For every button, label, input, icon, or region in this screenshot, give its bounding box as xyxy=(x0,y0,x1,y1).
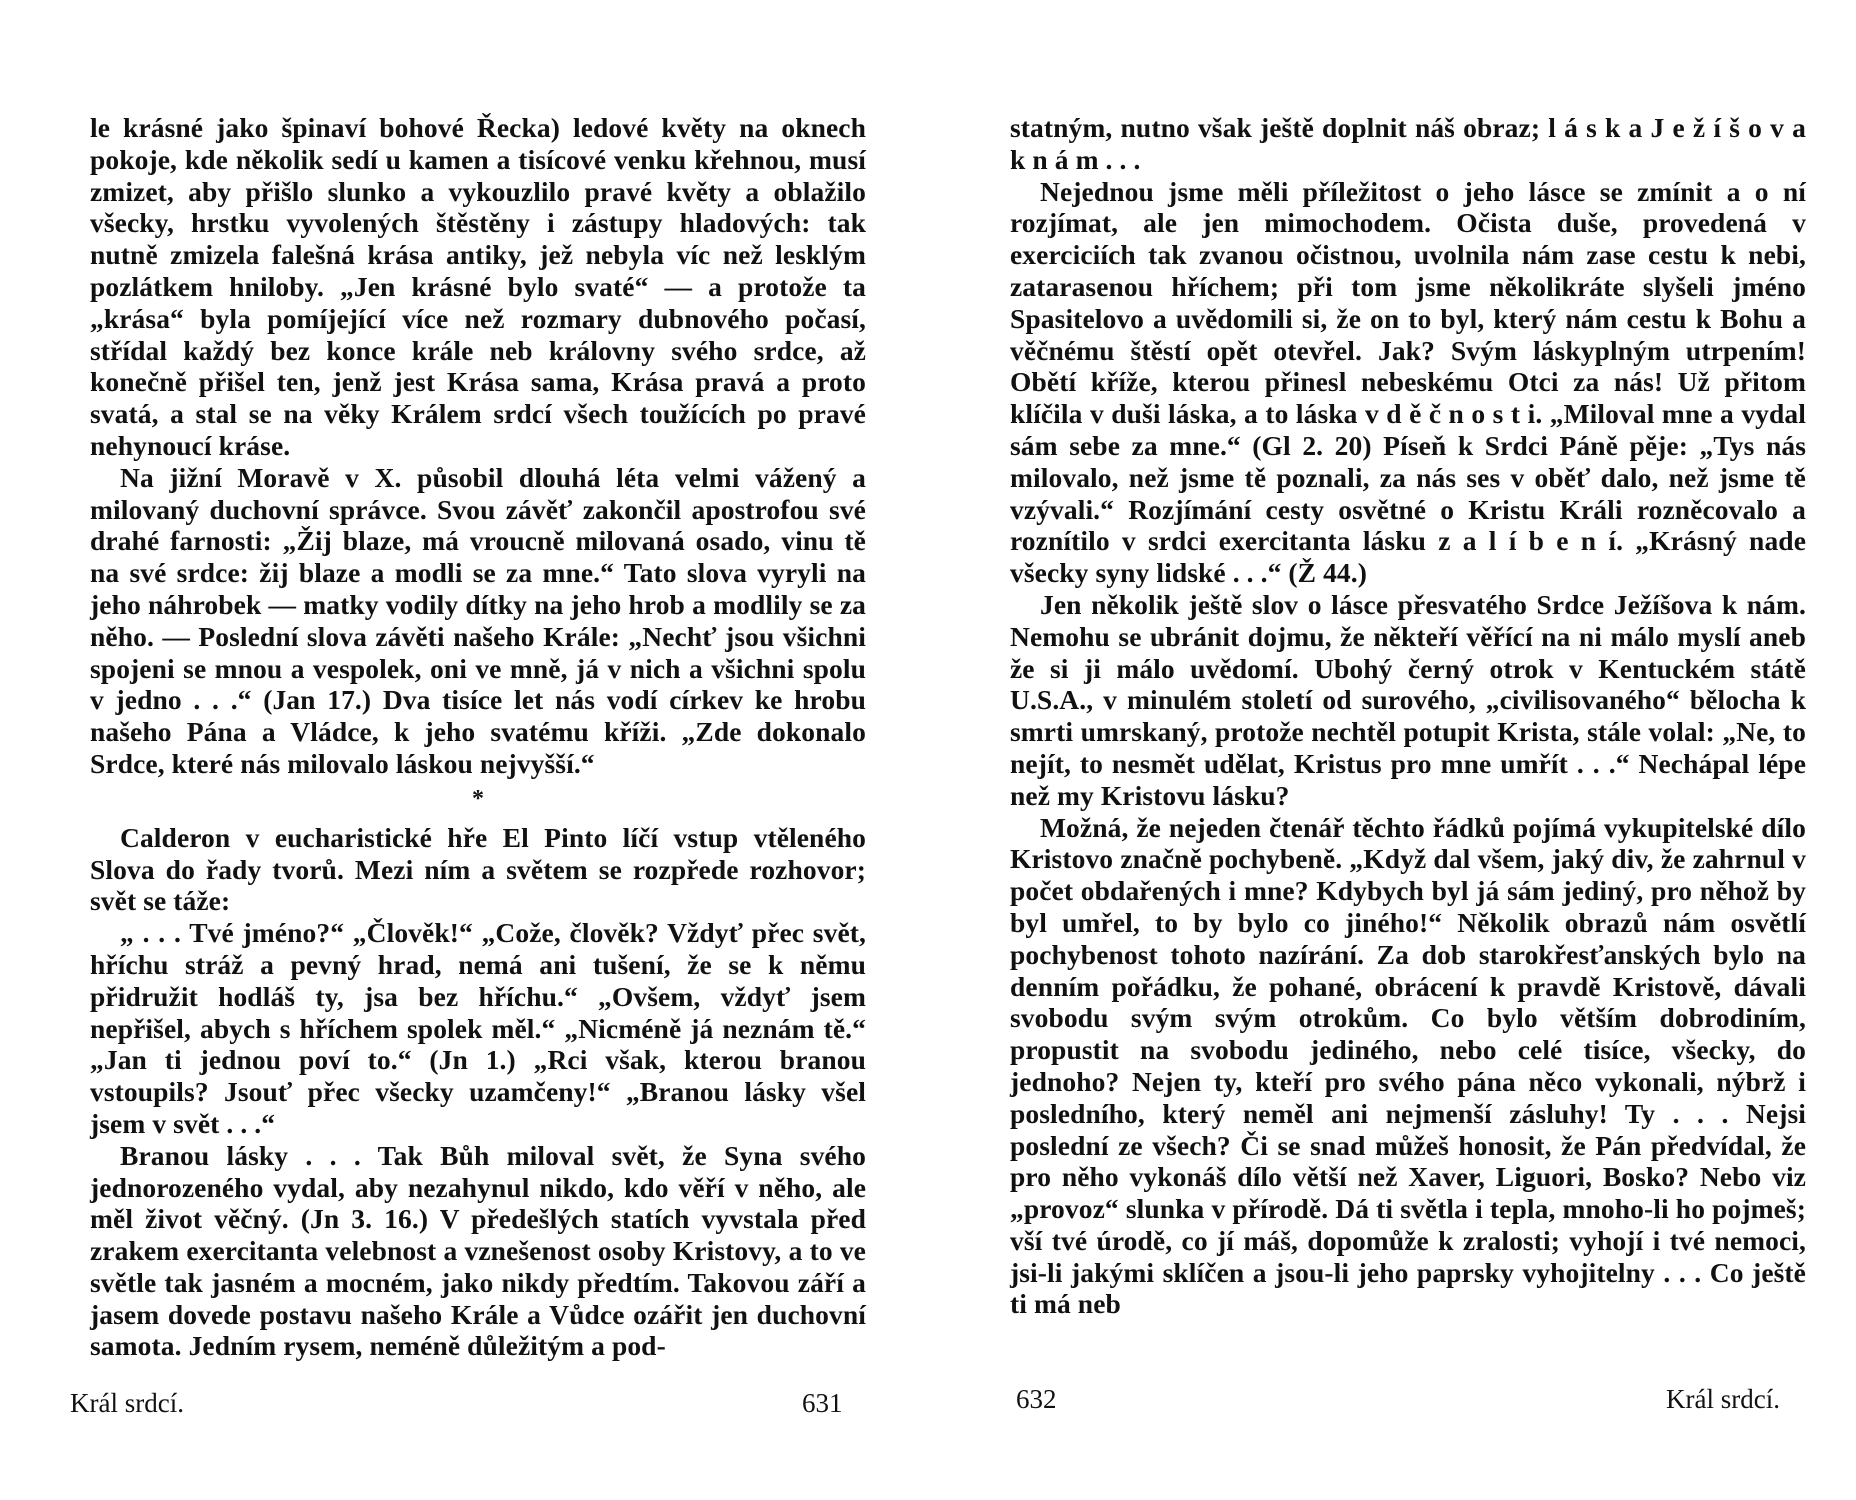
section-separator: * xyxy=(471,785,485,812)
quoted-dialogue: „ . . . Tvé jméno?“ „Člověk!“ „Cože, člověk? Vždyť přec svět, hříchu stráž a pevný hrad, nemá ani tušení, že se k němu přidružit hodláš ty, jsa bez hříchu.“ „Ovšem, vždyť jsem nepřišel, abych s hříchem spolek měl.“ „Nicméně já neznám tě.“ „Jan ti jednou poví to.“ (Jn 1.) „Rci však, kterou branou vstoupils? Jsouť přec všecky uzamčeny!“ „Branou lásky všel jsem v svět . . .“ xyxy=(90,917,866,1139)
running-footer-title: Král srdcí. xyxy=(70,1388,184,1418)
right-page xyxy=(928,0,1856,1500)
paragraph: Nejednou jsme měli příležitost o jeho lásce se zmínit a o ní rozjímat, ale jen mimochodem. Očista duše, provedená v exerciciích tak zvanou očistnou, uvolnila nám zase cestu k nebi, zatarasenou hříchem; při tom jsme několikráte slyšeli jméno Spasitelovo a uvědomili si, že on to byl, který nám cestu k Bohu a věčnému štěstí opět otevřel. Jak? Svým láskyplným utrpením! Obětí kříže, kterou přinesl nebeskému Otci za nás! Už přitom klíčila v duši láska, a to láska v d ě č n o s t i. „Miloval mne a vydal sám sebe za mne.“ (Gl 2. 20) Píseň k Srdci Páně pěje: „Tys nás milovalo, než jsme tě poznali, za nás ses v oběť dalo, než jsme tě vzývali.“ Rozjímání cesty osvětné o Kristu Králi rozněcovalo a roznítilo v srdci exercitanta lásku z a l í b e n í. „Krásný nade všecky syny lidské . . .“ (Ž 44.) xyxy=(1010,175,1806,589)
running-footer-title: Král srdcí. xyxy=(1666,1384,1780,1414)
paragraph: le krásné jako špinaví bohové Řecka) ledové květy na oknech pokoje, kde několik sedí u kamen a tisícové venku křehnou, musí zmizet, aby přišlo slunko a vykouzlilo pravé květy a oblažilo všecky, hrstku vyvolených štěstěny i zástupy hladových: tak nutně zmizela falešná krása antiky, jež nebyla víc než lesklým pozlátkem hniloby. „Jen krásné bylo svaté“ — a protože ta „krása“ byla pomíjející více než rozmary dubnového počasí, střídal každý bez konce krále neb královny svého srdce, až konečně přišel ten, jenž jest Krása sama, Krása pravá a proto svatá, a stal se na věky Králem srdcí všech toužících po pravé nehynoucí kráse. xyxy=(90,112,866,461)
paragraph: Jen několik ještě slov o lásce přesvatého Srdce Ježíšova k nám. Nemohu se ubránit dojmu, že někteří věřící na ni málo myslí aneb že si ji málo uvědomí. Ubohý černý otrok v Kentuckém státě U.S.A., v minulém století od surového, „civilisovaného“ bělocha k smrti umrskaný, protože nechtěl potupit Krista, stále volal: „Ne, to nejít, to nesmět udělat, Kristus pro mne umřít . . .“ Nechápal lépe než my Kristovu lásku? xyxy=(1010,588,1806,811)
right-page-body xyxy=(1010,112,1806,1320)
page-number: 631 xyxy=(802,1388,843,1418)
paragraph: Calderon v eucharistické hře El Pinto líčí vstup vtěleného Slova do řady tvorů. Mezi ním a světem se rozpřede rozhovor; svět se táže: xyxy=(90,821,866,917)
page-number: 632 xyxy=(1016,1384,1057,1414)
paragraph: Branou lásky . . . Tak Bůh miloval svět, že Syna svého jednorozeného vydal, aby nezahynul nikdo, kdo věří v něho, ale měl život věčný. (Jn 3. 16.) V předešlých statích vyvstala před zrakem exercitanta velebnost a vznešenost osoby Kristovy, a to ve světle tak jasném a mocném, jako nikdy předtím. Takovou září a jasem dovede postavu našeho Krále a Vůdce ozářit jen duchovní samota. Jedním rysem, neméně důležitým a pod- xyxy=(90,1139,866,1362)
paragraph: Možná, že nejeden čtenář těchto řádků pojímá vykupitelské dílo Kristovo značně pochybeně. „Když dal všem, jaký div, že zahrnul v počet obdařených i mne? Kdybych byl já sám jediný, pro něhož by byl umřel, to by bylo co jiného!“ Několik obrazů nám osvětlí pochybenost tohoto nazírání. Za dob starokřesťanských bylo na denním pořádku, že pohané, obrácení k pravdě Kristově, dávali svobodu svým svým otrokům. Co bylo větším dobrodiním, propustit na svobodu jediného, nebo celé tisíce, všecky, do jednoho? Nejen ty, kteří pro svého pána něco vykonali, nýbrž i posledního, který neměl ani nejmenší zásluhy! Ty . . . Nejsi poslední ze všech? Či se snad můžeš honosit, že Pán předvídal, že pro něho vykonáš dílo větší než Xaver, Liguori, Bosko? Nebo viz „provoz“ slunka v přírodě. Dá ti světla i tepla, mnoho-li ho pojmeš; vší tvé úrodě, co jí máš, dopomůže k zralosti; vyhojí i tvé nemoci, jsi-li jakými sklíčen a jsou-li jeho paprsky vyhojitelny . . . Co ještě ti má neb xyxy=(1010,811,1806,1320)
left-page-body xyxy=(90,112,866,1362)
paragraph: statným, nutno však ještě doplnit náš obraz; l á s k a J e ž í š o v a k n á m . . . xyxy=(1010,112,1806,175)
paragraph: Na jižní Moravě v X. působil dlouhá léta velmi vážený a milovaný duchovní správce. Svou závěť zakončil apostrofou své drahé farnosti: „Žij blaze, má vroucně milovaná osado, vinu tě na své srdce: žij blaze a modli se za mne.“ Tato slova vyryli na jeho náhrobek — matky vodily dítky na jeho hrob a modlily se za něho. — Poslední slova závěti našeho Krále: „Nechť jsou všichni spojeni se mnou a vespolek, oni ve mně, já v nich a všichni spolu v jedno . . .“ (Jan 17.) Dva tisíce let nás vodí církev ke hrobu našeho Pána a Vládce, k jeho svatému kříži. „Zde dokonalo Srdce, které nás milovalo láskou nejvyšší.“ xyxy=(90,461,866,779)
